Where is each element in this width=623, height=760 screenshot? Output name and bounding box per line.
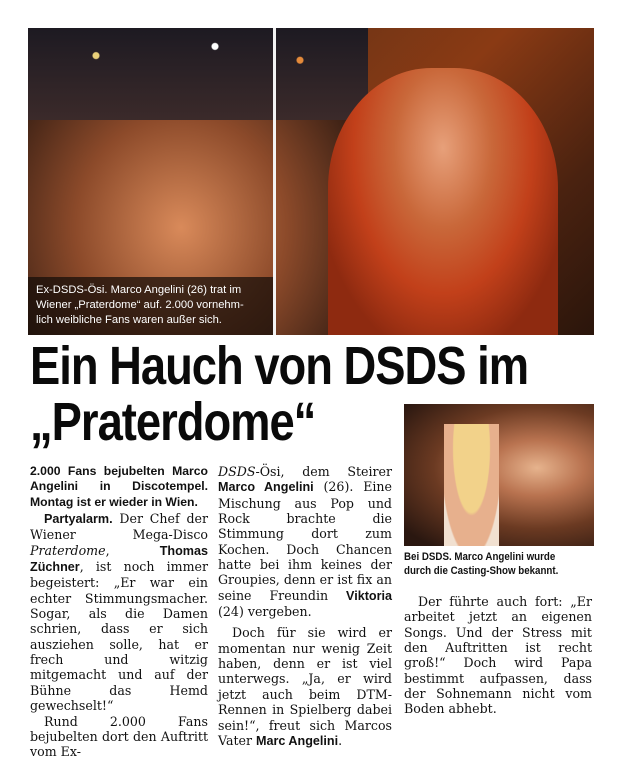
photo-divider (273, 28, 276, 335)
text-run: -Ösi, dem Steirer (255, 464, 392, 479)
article-paragraph (30, 714, 208, 760)
text-run: , (105, 542, 160, 558)
person-name: Marc Angelini (255, 733, 339, 748)
text-run: (26). Eine Mischung aus Pop und Rock brachte die Stimmung dort zum Kochen. Doch Chancen hatte bei ihm keines der Groupies, denn er ist fix an seine Freundin (218, 479, 392, 603)
text-run: Doch für sie wird er momentan nur wenig Zeit haben, denn er ist viel unterwegs. „Ja, er wird jetzt auch beim DTM-Rennen in Spielberg dabei sein!“, freut sich Marcos Vater (218, 625, 392, 748)
article-paragraph (218, 625, 392, 749)
article-column-1 (30, 464, 208, 760)
article-paragraph: Der führte auch fort: „Er arbeitet jetzt an eigenen Songs. Und der Stress mit den Auftritten ist recht groß!“ Doch wird Papa bestimmt aufpassen, dass der Sohnemann nicht vom Boden abhebt. (404, 594, 592, 717)
disco-lights-image (28, 28, 368, 120)
hero-caption-line: lich weibliche Fans waren außer sich. (36, 314, 222, 326)
person-name: Thomas Züchner (30, 543, 208, 575)
text-run: Rund 2.000 Fans bejubelten dort den Auftritt vom Ex- (30, 713, 208, 760)
side-photo (404, 404, 594, 546)
hero-caption (28, 277, 273, 335)
article-paragraph-continued (218, 464, 392, 619)
hero-caption-line: Wiener „Praterdome“ auf. 2.000 vornehm- (36, 299, 244, 311)
article-column-2 (218, 464, 392, 749)
hero-caption-line: Ex-DSDS-Ösi. Marco Angelini (26) trat im (36, 284, 242, 296)
article-column-3 (404, 594, 592, 717)
venue-name: Praterdome (30, 542, 106, 558)
paragraph-kicker: Partyalarm. (44, 512, 113, 527)
headline-line-2: „Praterdome“ (30, 392, 316, 452)
singer-image (328, 68, 558, 335)
text-run: , ist noch immer begeistert: „Er war ein echter Stimmungsmacher. Sogar, als die Damen schrien, dass er sich ausziehen solle, hat er frech und witzig mitgemacht und auf der Bühne das Hemd gewechselt!“ (30, 559, 208, 714)
show-name: DSDS (218, 464, 256, 479)
side-photo-caption: Bei DSDS. Marco Angelini wurde durch die Casting-Show bekannt. (404, 551, 559, 577)
text-run: . (338, 732, 343, 748)
text-run: Der Chef der Wiener Mega-Disco (30, 511, 208, 543)
article-paragraph (30, 511, 208, 713)
headline-line-1: Ein Hauch von DSDS im (30, 336, 529, 396)
person-name: Marco Angelini (218, 480, 314, 495)
article-lead: 2.000 Fans bejubelten Marco Angelini in Discotempel. Montag ist er wieder in Wien. (30, 464, 208, 509)
hero-photo (28, 28, 594, 335)
text-run: (24) vergeben. (218, 604, 312, 620)
fan-image (444, 424, 499, 546)
person-name: Viktoria (346, 588, 392, 603)
